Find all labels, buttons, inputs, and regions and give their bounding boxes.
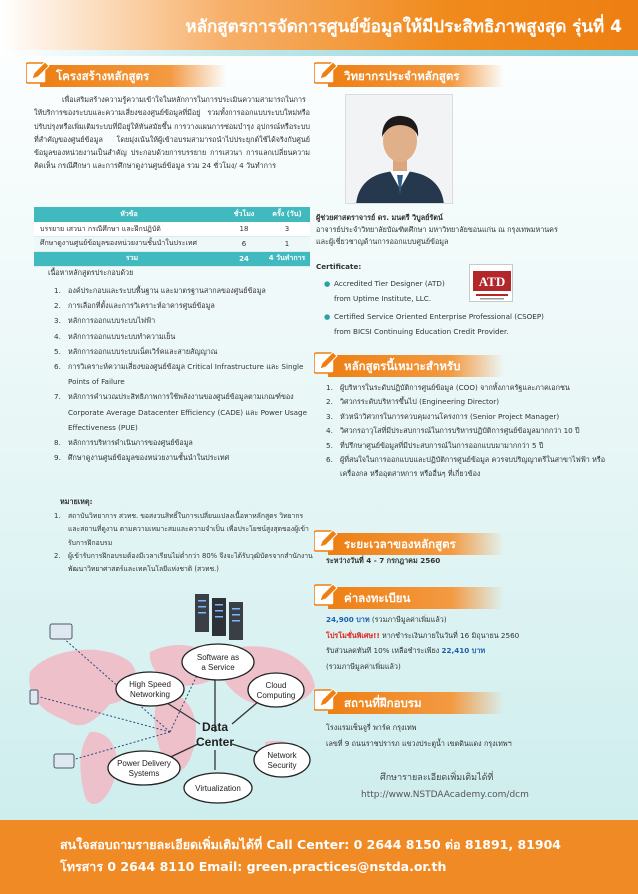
venue-name: โรงแรมเซ็นจูรี่ พาร์ค กรุงเทพ <box>326 723 417 732</box>
list-item: 2. ผู้เข้ารับการฝึกอบรมต้องมีเวลาเรียนไม่ต่ำกว่า 80% จึงจะได้รับวุฒิบัตรจากสำนักงานพัฒนาวิทยาศาสตร์และเทคโนโลยีแห่งชาติ (สวทช.) <box>54 551 313 574</box>
table-cell: ศึกษาดูงานศูนย์ข้อมูลของหน่วยงานชั้นนำในประเทศ <box>34 237 224 252</box>
venue-details <box>326 720 512 751</box>
certificate-list <box>324 277 614 343</box>
instructor-name: ผู้ช่วยศาสตราจารย์ ดร. มนตรี วิบูลย์รัตน์ <box>316 213 443 222</box>
table-cell: 24 <box>224 251 264 266</box>
svg-text:a Service: a Service <box>201 663 235 672</box>
table-cell: 3 <box>264 222 310 237</box>
list-item: 4. หลักการออกแบบระบบทำความเย็น <box>54 331 176 341</box>
discount-text: รับส่วนลดทันที 10% เหลือชำระเพียง <box>326 646 440 656</box>
promo-label: โปรโมชั่นพิเศษ!! <box>326 630 380 640</box>
node-data-center <box>196 720 234 749</box>
list-item: 7. หลักการคำนวณประสิทธิภาพการใช้พลังงานของศูนย์ข้อมูลตามเกณฑ์ของ Corporate Average Datacenter Efficiency (CADE) และ Power Usage Effectiveness (PUE) <box>54 392 307 432</box>
svg-text:Data: Data <box>201 720 229 734</box>
list-item: 2. วิศวกรระดับบริหารขึ้นไป (Engineering Director) <box>326 397 500 407</box>
fee-price: 24,900 บาท <box>326 615 370 624</box>
section-header-audience <box>314 355 504 377</box>
table-cell: 6 <box>224 237 264 252</box>
list-item: 6. การวิเคราะห์ความเสี่ยงของศูนย์ข้อมูล Critical Infrastructure และ Single Points of Failure <box>54 362 304 387</box>
list-item: 6. ผู้ที่สนใจในการออกแบบและปฏิบัติการศูนย์ข้อมูล ควรจบปริญญาตรีในสาขาไฟฟ้า หรือเครื่องกล หรืออุตสาหการ หรืออื่นๆ ที่เกี่ยวข้อง <box>326 455 606 479</box>
monitor-icon <box>54 754 74 768</box>
node-power-delivery-systems <box>108 751 180 785</box>
section-header-venue <box>314 692 504 714</box>
instructor-photo <box>345 94 453 204</box>
svg-text:Systems: Systems <box>128 769 160 778</box>
node-network-security <box>254 743 310 777</box>
instructor-expertise: และผู้เชี่ยวชาญด้านการออกแบบศูนย์ข้อมูล <box>316 236 449 246</box>
list-item: 1. สถาบันวิทยาการ สวทช. ขอสงวนสิทธิ์ในการเปลี่ยนแปลงเนื้อหาหลักสูตร วิทยากร และสถานที่ดูงาน ตามความเหมาะสมและความจำเป็น เพื่อประโยชน์สูงสุดของผู้เข้ารับการฝึกอบรม <box>54 512 309 547</box>
svg-text:Networking: Networking <box>129 690 171 699</box>
section-title: สถานที่ฝึกอบรม <box>328 692 504 714</box>
section-title: วิทยากรประจำหลักสูตร <box>328 65 504 87</box>
list-item: 3. หัวหน้าวิศวกรในการควบคุมงานโครงการ (Senior Project Manager) <box>326 411 560 421</box>
svg-text:ATD: ATD <box>478 274 506 289</box>
section-header-schedule <box>314 533 504 555</box>
table-cell: บรรยาย เสวนา กรณีศึกษา และฝึกปฏิบัติ <box>34 222 224 237</box>
pencil-icon <box>314 349 340 377</box>
svg-text:Security: Security <box>267 761 297 770</box>
certificate-label: Certificate: <box>316 262 362 271</box>
phone-icon <box>30 690 38 704</box>
table-cell: 1 <box>264 237 310 252</box>
page-title: หลักสูตรการจัดการศูนย์ข้อมูลให้มีประสิทธิภาพสูงสุด รุ่นที่ 4 <box>185 17 622 37</box>
promo-line <box>326 628 616 644</box>
list-item: 8. หลักการบริหารดำเนินการของศูนย์ข้อมูล <box>54 438 193 448</box>
more-info-label: ศึกษารายละเอียดเพิ่มเติมได้ที่ <box>380 773 494 783</box>
laptop-icon <box>50 624 72 639</box>
discount-price: 22,410 บาท <box>441 646 486 656</box>
pencil-icon <box>314 581 340 609</box>
audience-list <box>326 381 618 482</box>
list-item: 1. ผู้บริหารในระดับปฏิบัติการศูนย์ข้อมูล (COO) จากทั้งภาครัฐและภาคเอกชน <box>326 383 570 392</box>
table-total-row <box>34 251 310 266</box>
header-bar <box>0 0 638 50</box>
section-title: หลักสูตรนี้เหมาะสำหรับ <box>328 355 504 377</box>
course-url-link[interactable]: http://www.NSTDAAcademy.com/dcm <box>361 790 529 800</box>
fee-details <box>326 612 616 674</box>
venue-address: เลขที่ 9 ถนนราชปรารภ แขวงประตูน้ำ เขตดินแดง กรุงเทพฯ <box>326 738 512 748</box>
node-high-speed-networking <box>116 672 184 706</box>
list-item: ● Accredited Tier Designer (ATD) from Uptime Institute, LLC. <box>324 277 614 306</box>
svg-text:Computing: Computing <box>256 691 296 700</box>
node-virtualization <box>184 773 252 803</box>
svg-text:Power Delivery: Power Delivery <box>117 759 171 768</box>
pencil-icon <box>26 59 52 87</box>
person-icon <box>346 95 453 204</box>
pencil-icon <box>314 527 340 555</box>
data-center-diagram <box>10 592 320 820</box>
content-lead: เนื้อหาหลักสูตรประกอบด้วย <box>48 268 134 277</box>
table-cell: รวม <box>34 251 224 266</box>
svg-text:Cloud: Cloud <box>265 681 287 690</box>
promo-text: หากชำระเงินภายในวันที่ 16 มิถุนายน 2560 <box>382 630 520 640</box>
table-header-cell: หัวข้อ <box>34 207 224 222</box>
table-header-cell: ชั่วโมง <box>224 207 264 222</box>
table-cell: 4 วันทำการ <box>264 251 310 266</box>
section-title: โครงสร้างหลักสูตร <box>40 65 226 87</box>
svg-text:High Speed: High Speed <box>129 680 171 689</box>
section-header-fee <box>314 587 504 609</box>
discount-note: (รวมภาษีมูลค่าเพิ่มแล้ว) <box>326 661 401 671</box>
list-item: 3. หลักการออกแบบระบบไฟฟ้า <box>54 316 156 326</box>
svg-text:Software as: Software as <box>196 653 240 662</box>
discount-line <box>326 643 616 659</box>
fee-price-note: (รวมภาษีมูลค่าเพิ่มแล้ว) <box>371 615 447 624</box>
node-software-as-a-service <box>182 644 254 680</box>
notes-list <box>54 510 316 576</box>
list-item: 9. ศึกษาดูงานศูนย์ข้อมูลของหน่วยงานชั้นนำในประเทศ <box>54 453 230 463</box>
instructor-info <box>316 212 616 247</box>
table-row <box>34 222 310 237</box>
section-title: ค่าลงทะเบียน <box>328 587 504 609</box>
svg-text:Virtualization: Virtualization <box>195 784 241 793</box>
intro-paragraph: เพื่อเสริมสร้างความรู้ความเข้าใจในหลักการในการประเมินความสามารถในการให้บริการของระบบและความเสี่ยงของศูนย์ข้อมูลที่มีอยู่ รวมทั้งการออกแบบระบบใหม่หรือปรับปรุงหรือเพิ่มเติมระบบที่มีอยู่ให้ทันสมัยขึ้น การวางแผนการซ่อมบำรุง อุปกรณ์หรือระบบที่สำคัญของศูนย์ข้อมูล โดยมุ่งเน้นให้ผู้เข้าอบรมสามารถนำไปประยุกต์ใช้ได้จริงกับศูนย์ข้อมูลของหน่วยงานเป็นสำคัญ ประกอบด้วยการบรรยาย การเสวนา การแลกเปลี่ยนความคิดเห็น กรณีศึกษา และการศึกษาดูงานศูนย์ข้อมูล รวม 24 ชั่วโมง/ 4 วันทำการ <box>34 95 310 171</box>
svg-text:Center: Center <box>195 735 235 749</box>
notes-label: หมายเหตุ: <box>60 497 93 506</box>
table-header-cell: ครั้ง (วัน) <box>264 207 310 222</box>
schedule-dates: ระหว่างวันที่ 4 - 7 กรกฎาคม 2560 <box>326 556 441 565</box>
fee-price-line <box>326 612 616 628</box>
content-list <box>54 283 316 465</box>
hours-table <box>34 207 310 267</box>
list-item: 5. หลักการออกแบบระบบเน็ตเวิร์คและสายสัญญาณ <box>54 346 218 356</box>
table-row <box>34 237 310 252</box>
section-header-structure <box>26 65 226 87</box>
server-rack-icon <box>195 594 243 640</box>
list-item: 5. ที่ปรึกษาศูนย์ข้อมูลที่มีประสบการณ์ในการออกแบบมามากกว่า 5 ปี <box>326 440 544 450</box>
pencil-icon <box>314 686 340 714</box>
bullet-icon: ● <box>324 312 331 321</box>
list-item: 4. วิศวกรอาวุโสที่มีประสบการณ์ในการบริหารปฏิบัติการศูนย์ข้อมูลมากกว่า 10 ปี <box>326 426 580 436</box>
world-map <box>29 645 315 804</box>
header-accent-strip <box>0 50 638 56</box>
bullet-icon: ● <box>324 279 331 288</box>
footer-fax-email: โทรสาร 0 2644 8110 Email: green.practices@nstda.or.th <box>60 859 447 874</box>
list-item: 2. การเลือกที่ตั้งและการวิเคราะห์อาคารศูนย์ข้อมูล <box>54 301 215 311</box>
pencil-icon <box>314 59 340 87</box>
table-cell: 18 <box>224 222 264 237</box>
section-header-instructor <box>314 65 504 87</box>
list-item: ● Certified Service Oriented Enterprise Professional (CSOEP) from BICSI Continuing Education Credit Provider. <box>324 310 614 339</box>
instructor-position: อาจารย์ประจำวิทยาลัยบัณฑิตศึกษา มหาวิทยาลัยขอนแก่น ณ กรุงเทพมหานคร <box>316 224 558 234</box>
section-title: ระยะเวลาของหลักสูตร <box>328 533 504 555</box>
node-cloud-computing <box>248 673 304 707</box>
footer-call-center: สนใจสอบถามรายละเอียดเพิ่มเติมได้ที่ Call Center: 0 2644 8150 ต่อ 81891, 81904 <box>60 837 561 852</box>
list-item: 1. องค์ประกอบและระบบพื้นฐาน และมาตรฐานสากลของศูนย์ข้อมูล <box>54 286 266 295</box>
svg-text:Network: Network <box>267 751 297 760</box>
table-header-row <box>34 207 310 222</box>
